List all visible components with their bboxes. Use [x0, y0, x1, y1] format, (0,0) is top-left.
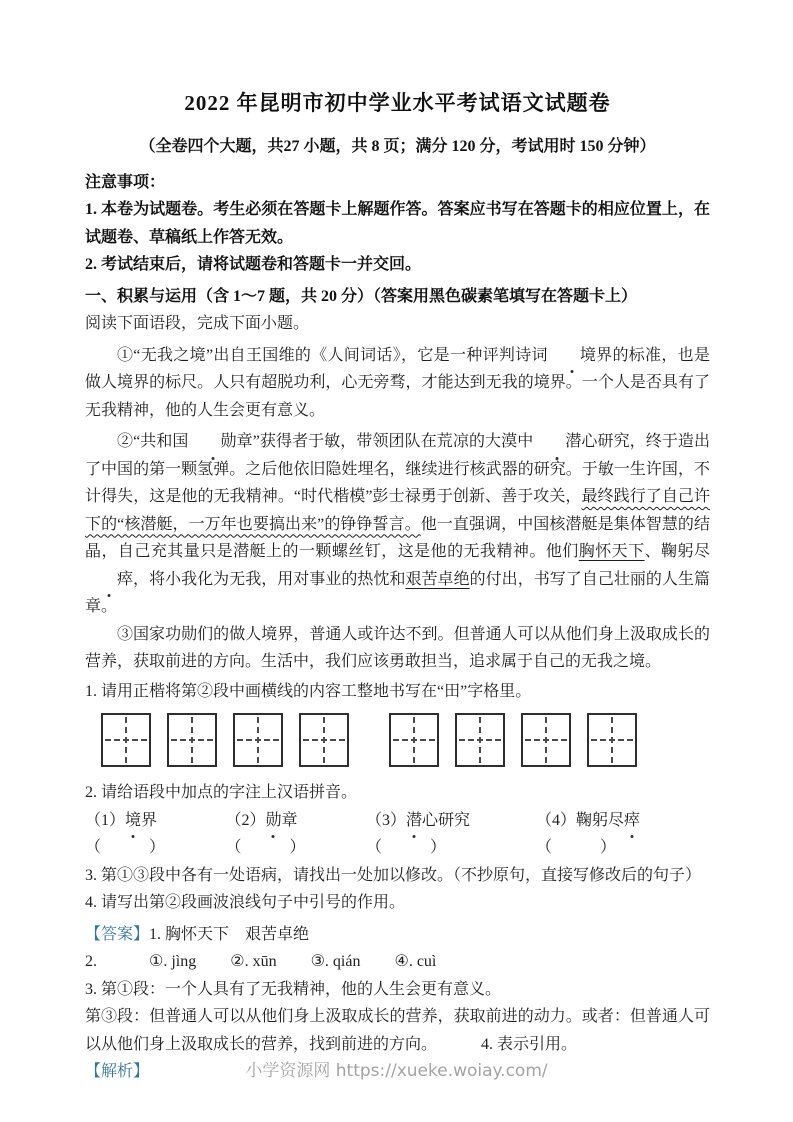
answer-line-2 — [85, 948, 710, 976]
question-2-items — [85, 807, 710, 862]
text-segment: 第③段：但普通人可以从他们身上汲取成长的营养，获取前进的动力。或者：但普通人可以从他们身上汲取成长的营养，找到前进的方向。 — [85, 1008, 710, 1053]
emphasis-dot-char: 境 — [125, 807, 141, 835]
answer-blank: （ ） — [365, 839, 446, 856]
dashed-horizontal-line — [591, 739, 633, 741]
tianzige-box — [233, 713, 283, 767]
answer-2-item-2: ②. xūn — [230, 953, 277, 970]
emphasis-dot-char: 勋 — [189, 428, 237, 456]
text-segment: 界的标准，也是做人境界的标尺。人只有超脱功利，心无旁骛，才能达到无我的境界。一个人是否具有了无我精神，他的人生会更有意义。 — [85, 346, 710, 419]
tianzige-box — [299, 713, 349, 767]
question-1: 1. 请用正楷将第②段中画横线的内容工整地书写在“田”字格里。 — [85, 682, 532, 700]
answer-line-1 — [85, 921, 710, 949]
tianzige-box — [521, 713, 571, 767]
text-segment: 心研究 — [421, 811, 470, 829]
dashed-horizontal-line — [171, 739, 213, 741]
text-segment: ②“共和国 — [117, 433, 189, 450]
section-heading: 一、积累与运用（含 1～7 题，共 20 分）（答案用黑色碳素笔填写在答题卡上） — [85, 287, 638, 305]
answer-3-part1: 3. 第①段：一个人具有了无我精神，他的人生会更有意义。 — [85, 980, 502, 998]
emphasis-dot-char: 潜 — [406, 807, 422, 835]
underlined-phrase: 胸怀天下 — [578, 543, 645, 560]
tianzige-grid — [101, 713, 710, 767]
answer-3-part2 — [85, 1003, 710, 1058]
passage-paragraph-1 — [85, 342, 710, 425]
answer-4: 4. 表示引用。 — [481, 1035, 578, 1053]
text-segment: ①“无我之境”出自王国维的《人间词话》，它是一种评判诗词 — [117, 346, 548, 364]
emphasis-dot-char: 境 — [548, 342, 596, 370]
answer-blank: （ ） — [535, 839, 616, 856]
footer-text: 小学资源网 https://xueke.woiay.com/ — [245, 1061, 548, 1081]
answer-2-item-3: ③. qián — [310, 953, 361, 970]
analysis-label: 【解析】 — [85, 1063, 150, 1080]
notice-heading: 注意事项： — [85, 173, 166, 191]
text-segment: 章”获得者于敏，带领团队在荒凉的大漠中 — [236, 433, 534, 450]
answer-1: 1. 胸怀天下 艰苦卓绝 — [149, 925, 310, 943]
text-segment: 界 — [141, 811, 158, 829]
question-3: 3. 第①③段中各有一处语病，请找出一处加以修改。（不抄原句，直接写修改后的句子） — [85, 866, 702, 884]
pinyin-item-4 — [536, 807, 706, 862]
passage-paragraph-2 — [85, 428, 710, 621]
item-number: （1） — [85, 811, 126, 829]
dashed-horizontal-line — [393, 739, 435, 741]
answer-blank: （ ） — [85, 839, 166, 856]
item-number: （4） — [535, 811, 576, 829]
question-4: 4. 请写出第②段画波浪线句子中引号的作用。 — [85, 894, 406, 911]
notice-item-2: 2. 考试结束后，请将试题卷和答题卡一并交回。 — [85, 256, 422, 273]
answer-2-item-1: ①. jìng — [149, 953, 197, 970]
tianzige-box — [455, 713, 505, 767]
tianzige-box — [101, 713, 151, 767]
text-segment: 他一直强调，中国核潜艇是集体智慧的结晶，自己充其量只是潜艇上的一颗螺丝钉，这是他的无我精神。他们 — [85, 515, 710, 560]
emphasis-dot-char: 勋 — [265, 807, 281, 835]
text-segment: 、鞠躬尽 — [644, 543, 710, 560]
tianzige-box — [587, 713, 637, 767]
question-2: 2. 请给语段中加点的字注上汉语拼音。 — [85, 784, 358, 801]
pinyin-item-1 — [85, 807, 225, 862]
tianzige-box — [389, 713, 439, 767]
tianzige-group-1 — [101, 713, 349, 767]
item-number: （2） — [225, 811, 266, 829]
passage-intro: 阅读下面语段，完成下面小题。 — [85, 315, 310, 332]
underlined-phrase: 艰苦卓绝 — [405, 570, 470, 588]
pinyin-item-3 — [366, 807, 536, 862]
dashed-horizontal-line — [105, 739, 147, 741]
answer-label: 【答案】 — [85, 925, 150, 943]
pinyin-item-2 — [225, 807, 365, 862]
tianzige-box — [167, 713, 217, 767]
emphasis-dot-char: 潜 — [533, 428, 581, 456]
footer-watermark — [0, 1056, 793, 1081]
tianzige-group-2 — [389, 713, 637, 767]
item-number: （3） — [365, 811, 406, 829]
answer-2-item-4: ④. cuì — [394, 953, 437, 970]
notice-item-1: 1. 本卷为试题卷。考生必须在答题卡上解题作答。答案应书写在答题卡的相应位置上，在试题卷、草稿纸上作答无效。 — [85, 201, 710, 246]
dashed-horizontal-line — [303, 739, 345, 741]
emphasis-dot-char: 瘁 — [624, 807, 640, 835]
text-segment: ，将小我化为无我，用对事业的热忱和 — [133, 570, 406, 588]
answer-2-number: 2. — [85, 953, 97, 970]
emphasis-dot-char: 瘁 — [85, 566, 133, 594]
page-subtitle: （全卷四个大题，共27 小题，共 8 页；满分 120 分，考试用时 150 分钟） — [139, 138, 656, 155]
answer-blank: （ ） — [225, 839, 306, 856]
dashed-horizontal-line — [237, 739, 279, 741]
text-segment: 的付出，书写了自己壮丽的人生篇章。 — [85, 570, 710, 615]
text-segment: 章 — [281, 811, 298, 829]
text-segment: 心研究，终于造出了中国的第一颗氢弹。之后他依旧隐姓埋名，继续进行核武器的研究。于敏一生许国，不计得失，这是他的无我精神。“时代楷模”彭士禄勇于创新、善于攻关， — [85, 433, 710, 505]
text-segment: 鞠躬尽 — [575, 811, 624, 829]
passage-paragraph-3: ③国家功勋们的做人境界，普通人或许达不到。但普通人可以从他们身上汲取成长的营养，获取前进的方向。生活中，我们应该勇敢担当，追求属于自己的无我之境。 — [85, 625, 710, 670]
dashed-horizontal-line — [525, 739, 567, 741]
wavy-underline-sentence: 最终践行了自己许下的“核潜艇，一万年也要搞出来”的铮铮誓言。 — [85, 488, 710, 533]
page-title: 2022 年昆明市初中学业水平考试语文试题卷 — [184, 91, 611, 115]
dashed-horizontal-line — [459, 739, 501, 741]
